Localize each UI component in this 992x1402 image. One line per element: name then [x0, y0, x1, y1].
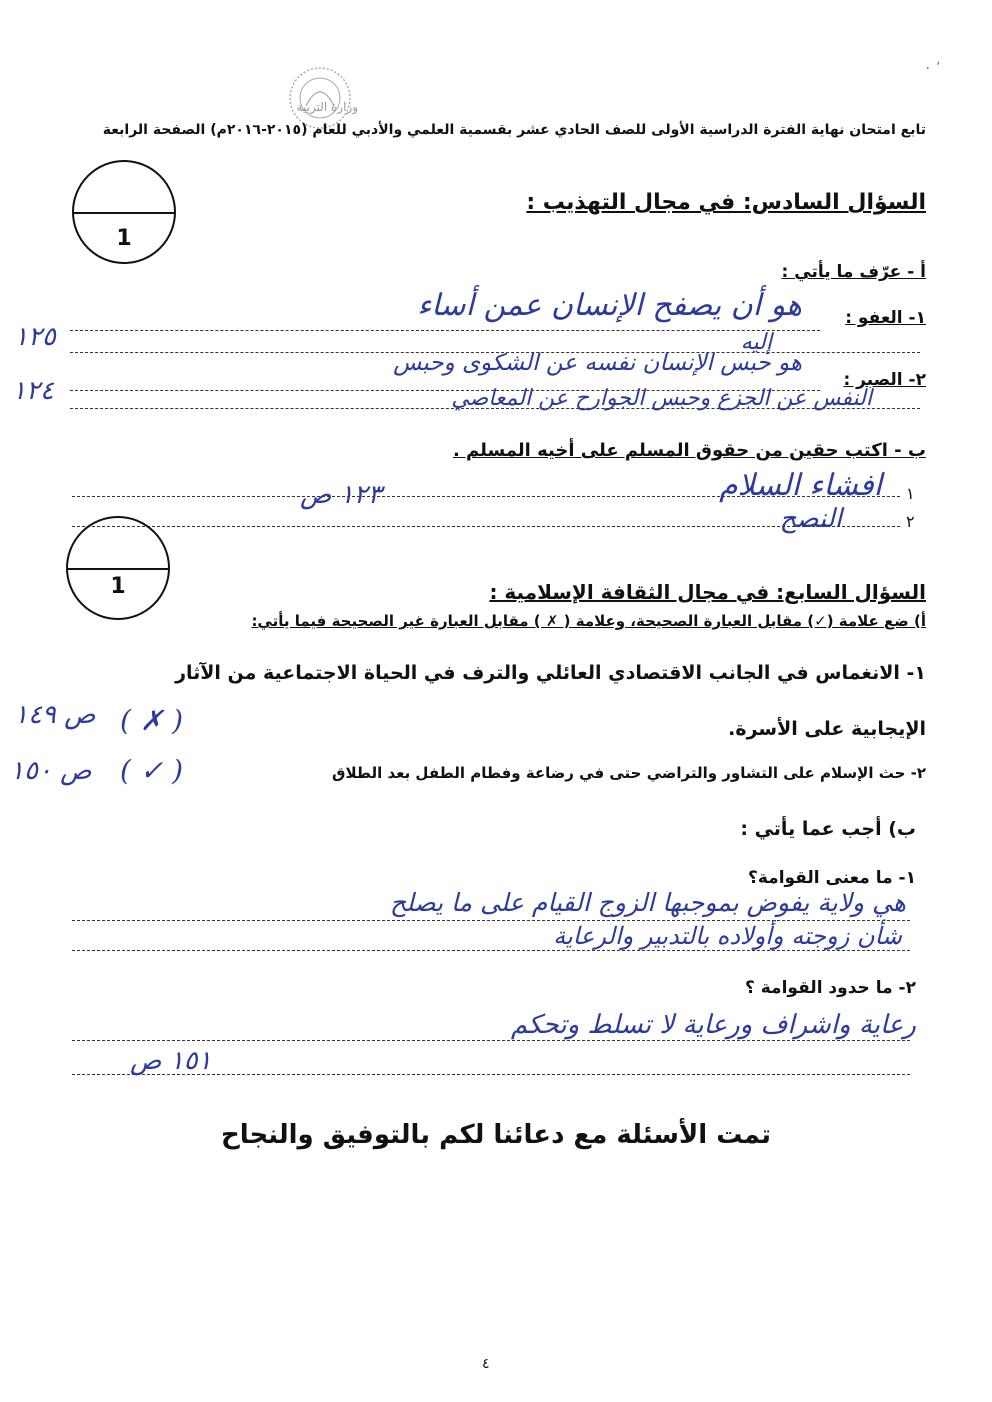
score-value: 1	[116, 226, 132, 251]
q7-statement2-mark: ( ✓ )	[120, 754, 184, 787]
q7-answer2-line2: ١٥١ ص	[130, 1046, 212, 1076]
rights-num-1: ١	[906, 484, 915, 503]
q6-item2-answer-line2: النفس عن الجزع وحبس الجوارح عن المعاصي	[451, 386, 872, 411]
page-header: تابع امتحان نهاية الفترة الدراسية الأولى للصف الحادي عشر بقسمية العلمي والأدبي للعام (٢٠١٥-٢٠١٦م) الصفحة الرابعة	[102, 122, 926, 138]
q7-answer2-line1: رعاية واشراف ورعاية لا تسلط وتحكم	[510, 1010, 916, 1040]
q6-item1-label: ١- العفو :	[845, 308, 926, 328]
corner-marks: ٬ ٠	[924, 60, 941, 76]
q7-statement2: ٢- حث الإسلام على التشاور والتراضي حتى في رضاعة وفطام الطفل بعد الطلاق	[332, 764, 926, 782]
q7-question2: ٢- ما حدود القوامة ؟	[744, 978, 916, 998]
q6-margin-mark-2: ١٢٤	[12, 376, 54, 406]
rights-page-ref: ١٢٣ ص	[300, 480, 382, 510]
q7-margin-mark-1: ص ١٤٩	[14, 700, 96, 730]
score-circle-q6	[72, 160, 176, 264]
closing-message: تمت الأسئلة مع دعائنا لكم بالتوفيق والنجاح	[221, 1120, 771, 1150]
q6-item2-label: ٢- الصبر :	[843, 370, 926, 390]
q7-answer1-line1: هي ولاية يفوض بموجبها الزوج القيام على ما يصلح	[389, 888, 906, 917]
q6-margin-mark-1: ١٢٥	[14, 322, 56, 352]
q7-statement1-line2: الإيجابية على الأسرة.	[728, 718, 926, 740]
stamp-text: وزارة التربية	[296, 100, 358, 114]
q6-item1-answer-line2: إليه	[740, 330, 772, 355]
q7-margin-mark-2: ص ١٥٠	[10, 756, 92, 786]
score-circle-q7	[66, 516, 170, 620]
q6-part-b: ب - اكتب حقين من حقوق المسلم على أخيه المسلم .	[452, 440, 926, 461]
q6-title: السؤال السادس: في مجال التهذيب :	[526, 190, 926, 215]
page-number: ٤	[482, 1356, 490, 1372]
q6-item1-answer-line1: هو أن يصفح الإنسان عمن أساء	[417, 288, 802, 323]
q7-part-b: ب) أجب عما يأتي :	[740, 818, 916, 840]
rights-num-2: ٢	[906, 512, 915, 531]
q6-item2-answer-line1: هو حبس الإنسان نفسه عن الشكوى وحبس	[393, 350, 802, 376]
rights-answer-2: النصح	[779, 504, 842, 534]
q7-title: السؤال السابع: في مجال الثقافة الإسلامية :	[489, 580, 926, 604]
q7-statement1-mark: ( ✗ )	[120, 704, 184, 737]
score-value: 1	[110, 574, 126, 599]
q7-question1: ١- ما معنى القوامة؟	[748, 868, 916, 888]
q7-answer1-line2: شأن زوجته وأولاده بالتدبير والرعاية	[553, 922, 902, 950]
q6-part-a: أ - عرّف ما يأتي :	[781, 262, 926, 282]
rights-answer-1: افشاء السلام	[719, 468, 882, 503]
q7-statement1-line1: ١- الانغماس في الجانب الاقتصادي العائلي والترف في الحياة الاجتماعية من الآثار	[175, 662, 926, 684]
q7-part-a: أ) ضع علامة (✓) مقابل العبارة الصحيحة، وعلامة ( ✗ ) مقابل العبارة غير الصحيحة فيما يأتي:	[251, 612, 926, 630]
ministry-stamp	[228, 56, 368, 156]
